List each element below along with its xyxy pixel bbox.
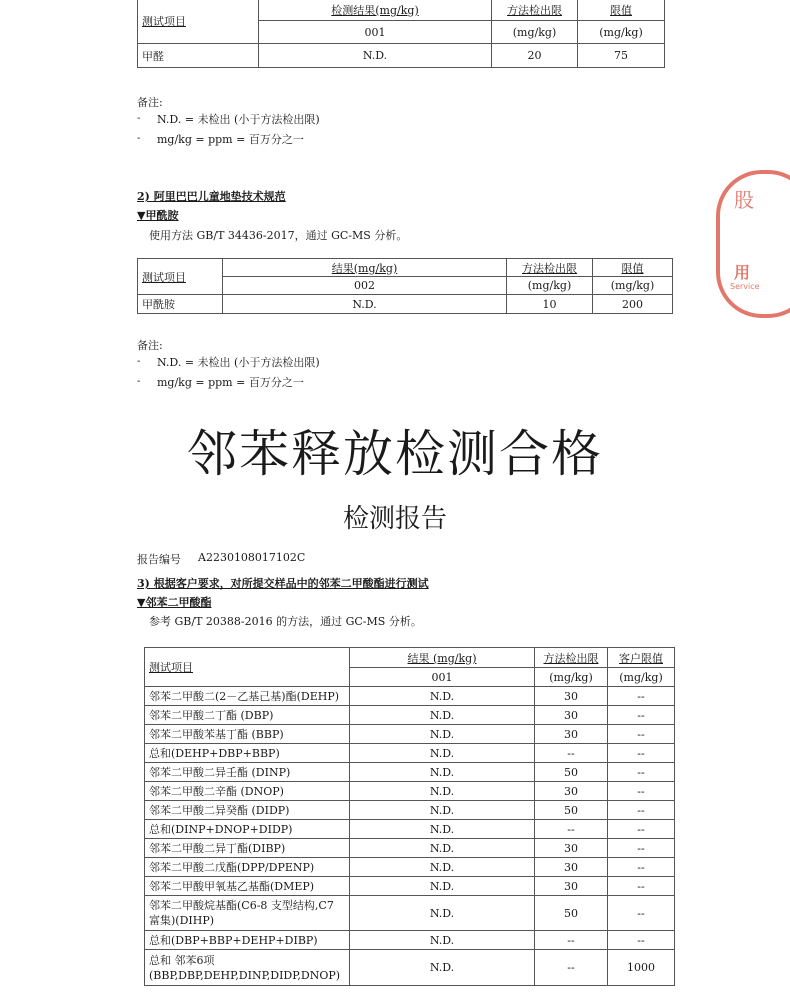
method-text: 参考 GB/T 20388-2016 的方法，通过 GC-MS 分析。 bbox=[149, 615, 422, 628]
cell-result: N.D. bbox=[223, 295, 507, 314]
bullet-icon: - bbox=[137, 133, 141, 144]
cell-limit: -- bbox=[608, 858, 675, 877]
col-header-mdl: 方法检出限 bbox=[535, 648, 608, 668]
col-header-item: 测试项目 bbox=[138, 259, 223, 295]
cell-result: N.D. bbox=[350, 820, 535, 839]
table-row bbox=[145, 950, 675, 986]
table-row bbox=[145, 839, 675, 858]
cell-limit: -- bbox=[608, 801, 675, 820]
limit-unit: (mg/kg) bbox=[578, 21, 665, 44]
table-row bbox=[145, 858, 675, 877]
cell-item: 甲酰胺 bbox=[138, 295, 223, 314]
stamp-text: Service bbox=[730, 282, 760, 291]
cell-item: 邻苯二甲酸二(2－乙基己基)酯(DEHP) bbox=[145, 687, 350, 706]
cell-item: 总和 邻苯6项 (BBP,DBP,DEHP,DINP,DIDP,DNOP) bbox=[145, 950, 350, 986]
cell-limit: -- bbox=[608, 744, 675, 763]
table-row bbox=[145, 706, 675, 725]
note-line: mg/kg = ppm = 百万分之一 bbox=[157, 133, 304, 146]
cell-item: 邻苯二甲酸甲氧基乙基酯(DMEP) bbox=[145, 877, 350, 896]
cell-item: 邻苯二甲酸苯基丁酯 (BBP) bbox=[145, 725, 350, 744]
cell-result: N.D. bbox=[350, 763, 535, 782]
cell-result: N.D. bbox=[350, 725, 535, 744]
table-row bbox=[145, 801, 675, 820]
sample-id: 001 bbox=[259, 21, 492, 44]
table-row bbox=[145, 744, 675, 763]
cell-mdl: -- bbox=[535, 820, 608, 839]
table-row bbox=[145, 820, 675, 839]
notes-title: 备注: bbox=[137, 339, 163, 352]
sample-id: 001 bbox=[350, 668, 535, 687]
cell-mdl: 30 bbox=[535, 782, 608, 801]
note-line: mg/kg = ppm = 百万分之一 bbox=[157, 376, 304, 389]
bullet-icon: - bbox=[137, 376, 141, 387]
report-number-label: 报告编号 bbox=[137, 553, 181, 566]
limit-unit: (mg/kg) bbox=[608, 668, 675, 687]
cell-result: N.D. bbox=[350, 877, 535, 896]
bullet-icon: - bbox=[137, 113, 141, 124]
col-header-result: 检测结果(mg/kg) bbox=[259, 0, 492, 21]
cell-result: N.D. bbox=[350, 687, 535, 706]
notes-title: 备注: bbox=[137, 96, 163, 109]
cell-item: 邻苯二甲酸二异壬酯 (DINP) bbox=[145, 763, 350, 782]
cell-limit: 1000 bbox=[608, 950, 675, 986]
cell-limit: -- bbox=[608, 706, 675, 725]
cell-item: 邻苯二甲酸二异丁酯(DIBP) bbox=[145, 839, 350, 858]
table-row bbox=[138, 295, 673, 314]
cell-mdl: 50 bbox=[535, 763, 608, 782]
cell-limit: -- bbox=[608, 839, 675, 858]
stamp-text: 用 bbox=[734, 263, 751, 282]
cell-mdl: -- bbox=[535, 931, 608, 950]
cell-result: N.D. bbox=[350, 931, 535, 950]
cell-mdl: 50 bbox=[535, 896, 608, 931]
mdl-unit: (mg/kg) bbox=[535, 668, 608, 687]
col-header-result: 结果 (mg/kg) bbox=[350, 648, 535, 668]
note-line: N.D. = 未检出 (小于方法检出限) bbox=[157, 356, 320, 369]
cell-result: N.D. bbox=[259, 44, 492, 68]
sample-id: 002 bbox=[223, 277, 507, 295]
col-header-result: 结果(mg/kg) bbox=[223, 259, 507, 277]
mdl-unit: (mg/kg) bbox=[492, 21, 578, 44]
cell-result: N.D. bbox=[350, 801, 535, 820]
red-seal-stamp bbox=[716, 170, 790, 318]
section-subheading: ▼邻苯二甲酸酯 bbox=[137, 596, 212, 609]
cell-limit: -- bbox=[608, 725, 675, 744]
cell-item: 甲醛 bbox=[138, 44, 259, 68]
cell-mdl: -- bbox=[535, 950, 608, 986]
cell-limit: -- bbox=[608, 820, 675, 839]
cell-mdl: 30 bbox=[535, 706, 608, 725]
section-heading: 2) 阿里巴巴儿童地垫技术规范 bbox=[137, 190, 286, 203]
test-table-formaldehyde bbox=[137, 0, 665, 68]
cell-mdl: -- bbox=[535, 744, 608, 763]
note-line: N.D. = 未检出 (小于方法检出限) bbox=[157, 113, 320, 126]
cell-limit: -- bbox=[608, 763, 675, 782]
cell-mdl: 20 bbox=[492, 44, 578, 68]
cell-mdl: 50 bbox=[535, 801, 608, 820]
cell-mdl: 10 bbox=[507, 295, 593, 314]
table-row bbox=[145, 763, 675, 782]
banner-title: 邻苯释放检测合格 bbox=[187, 425, 603, 483]
mdl-unit: (mg/kg) bbox=[507, 277, 593, 295]
col-header-item: 测试项目 bbox=[145, 648, 350, 687]
stamp-text: 股 bbox=[734, 188, 754, 212]
cell-item: 邻苯二甲酸二戊酯(DPP/DPENP) bbox=[145, 858, 350, 877]
table-row bbox=[145, 782, 675, 801]
cell-result: N.D. bbox=[350, 896, 535, 931]
cell-result: N.D. bbox=[350, 858, 535, 877]
col-header-limit: 限值 bbox=[578, 0, 665, 21]
test-table-phthalates bbox=[144, 647, 675, 986]
cell-limit: -- bbox=[608, 877, 675, 896]
col-header-limit: 限值 bbox=[593, 259, 673, 277]
cell-limit: -- bbox=[608, 782, 675, 801]
cell-result: N.D. bbox=[350, 950, 535, 986]
cell-result: N.D. bbox=[350, 782, 535, 801]
report-title: 检测报告 bbox=[342, 504, 447, 534]
test-table-formamide bbox=[137, 258, 673, 314]
table-row bbox=[145, 896, 675, 931]
cell-limit: 75 bbox=[578, 44, 665, 68]
cell-result: N.D. bbox=[350, 744, 535, 763]
table-row bbox=[138, 44, 665, 68]
cell-result: N.D. bbox=[350, 706, 535, 725]
col-header-item: 测试项目 bbox=[138, 0, 259, 44]
bullet-icon: - bbox=[137, 356, 141, 367]
cell-limit: -- bbox=[608, 687, 675, 706]
cell-item: 邻苯二甲酸烷基酯(C6-8 支型结构,C7 富集)(DIHP) bbox=[145, 896, 350, 931]
cell-item: 邻苯二甲酸二异癸酯 (DIDP) bbox=[145, 801, 350, 820]
cell-item: 总和(DBP+BBP+DEHP+DIBP) bbox=[145, 931, 350, 950]
cell-result: N.D. bbox=[350, 839, 535, 858]
section-subheading: ▼甲酰胺 bbox=[137, 209, 179, 222]
report-number: A2230108017102C bbox=[198, 551, 306, 564]
cell-mdl: 30 bbox=[535, 877, 608, 896]
cell-mdl: 30 bbox=[535, 858, 608, 877]
cell-item: 总和(DEHP+DBP+BBP) bbox=[145, 744, 350, 763]
cell-limit: -- bbox=[608, 931, 675, 950]
cell-mdl: 30 bbox=[535, 839, 608, 858]
cell-item: 邻苯二甲酸二辛酯 (DNOP) bbox=[145, 782, 350, 801]
col-header-limit: 客户限值 bbox=[608, 648, 675, 668]
col-header-mdl: 方法检出限 bbox=[492, 0, 578, 21]
cell-limit: -- bbox=[608, 896, 675, 931]
table-row bbox=[145, 687, 675, 706]
cell-item: 总和(DINP+DNOP+DIDP) bbox=[145, 820, 350, 839]
cell-limit: 200 bbox=[593, 295, 673, 314]
cell-mdl: 30 bbox=[535, 725, 608, 744]
table-row bbox=[145, 725, 675, 744]
section-heading: 3) 根据客户要求，对所提交样品中的邻苯二甲酸酯进行测试 bbox=[137, 577, 429, 590]
cell-item: 邻苯二甲酸二丁酯 (DBP) bbox=[145, 706, 350, 725]
cell-mdl: 30 bbox=[535, 687, 608, 706]
method-text: 使用方法 GB/T 34436-2017，通过 GC-MS 分析。 bbox=[149, 229, 408, 242]
table-row bbox=[145, 877, 675, 896]
table-row bbox=[145, 931, 675, 950]
col-header-mdl: 方法检出限 bbox=[507, 259, 593, 277]
limit-unit: (mg/kg) bbox=[593, 277, 673, 295]
